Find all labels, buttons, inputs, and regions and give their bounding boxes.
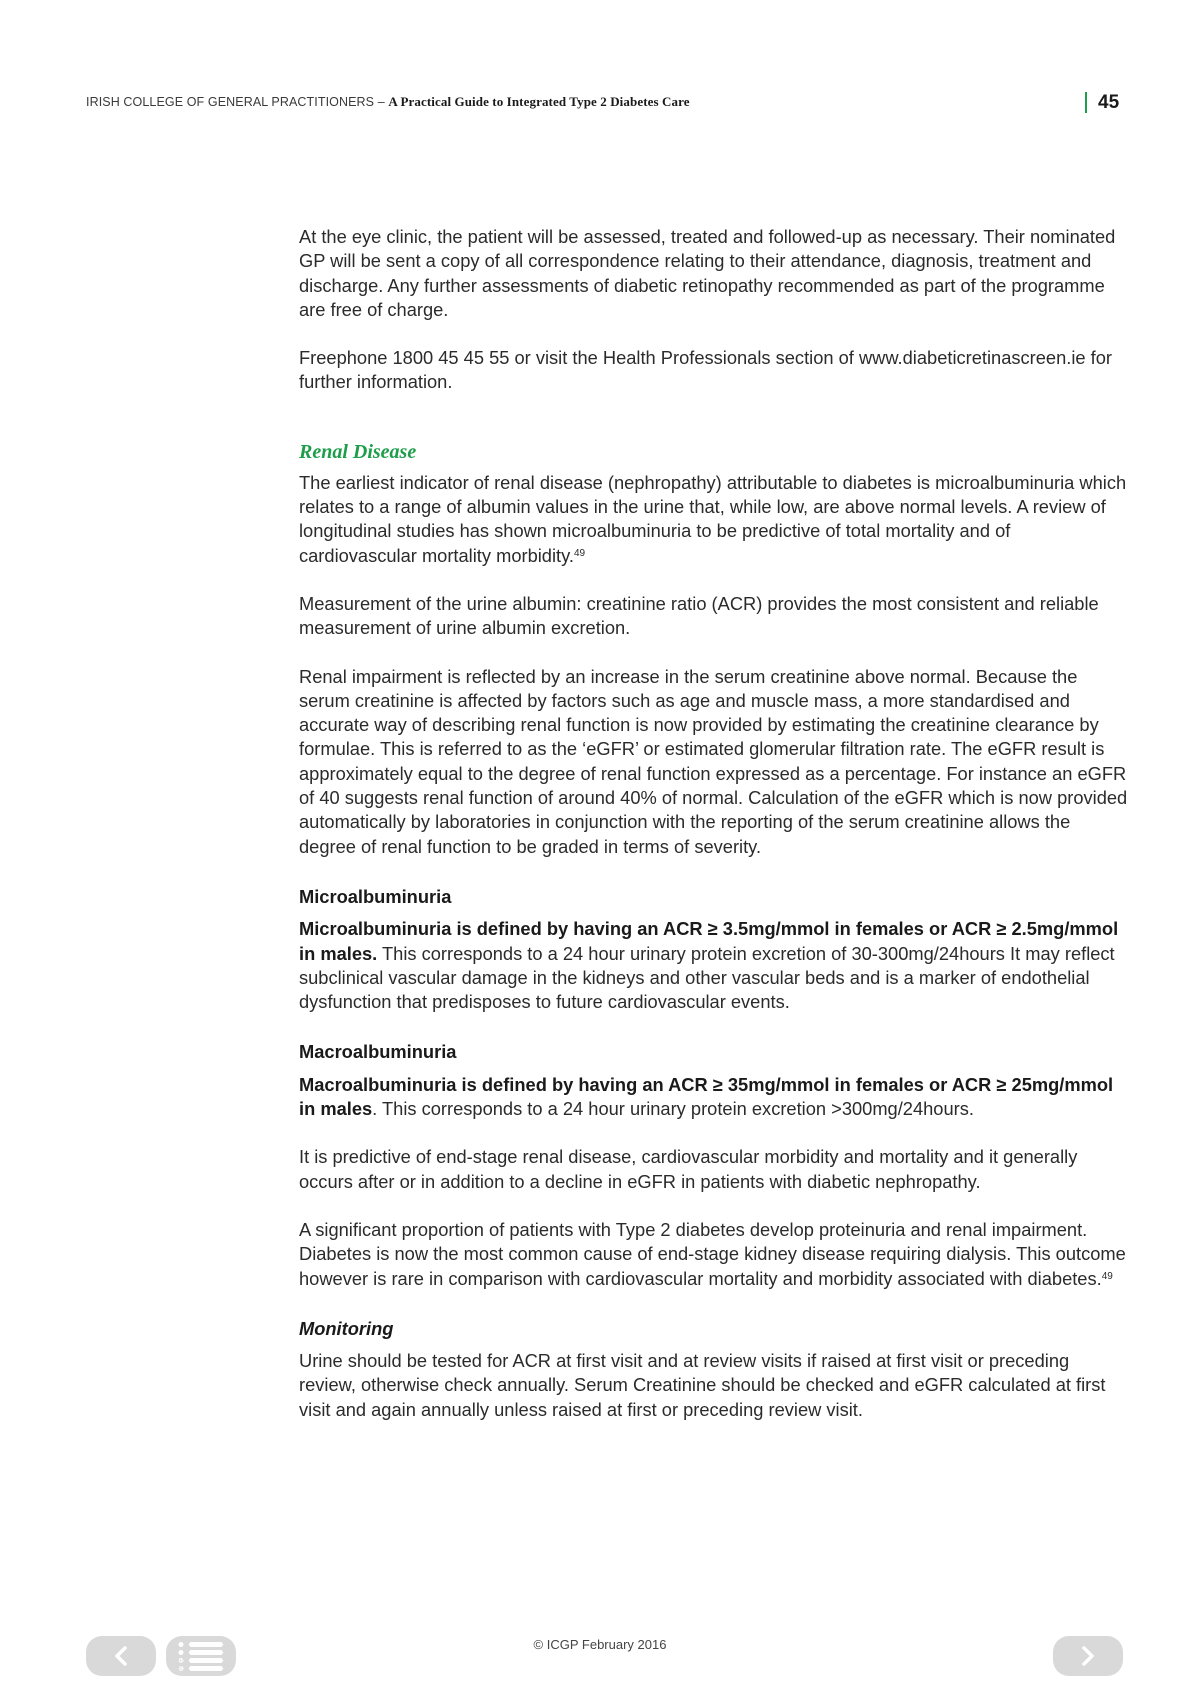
header-separator: – xyxy=(374,95,389,109)
microalbuminuria-definition-rest: This corresponds to a 24 hour urinary protein excretion of 30-300mg/24hours It may reflect subclinical vascular damage in the kidneys and other vascular beds and is a marker of endothelial dysfunction that predisposes to future cardiovascular events. xyxy=(299,942,1115,1013)
next-page-button[interactable] xyxy=(1053,1636,1123,1676)
microalbuminuria-heading: Microalbuminuria xyxy=(299,885,452,907)
header-guide-title: A Practical Guide to Integrated Type 2 Diabetes Care xyxy=(388,94,690,109)
eye-clinic-paragraph: At the eye clinic, the patient will be assessed, treated and followed-up as necessary. Their nominated GP will be sent a copy of all correspondence relating to their attendance, diagnosis, treatment and discharge. Any further assessments of diabetic retinopathy recommended as part of the programme are free of charge. xyxy=(299,226,1116,320)
chevron-right-icon xyxy=(1078,1645,1098,1667)
microalbuminuria-definition xyxy=(299,917,1129,1014)
renal-disease-heading: Renal Disease xyxy=(299,440,417,463)
page-number-divider xyxy=(1085,92,1087,113)
proteinuria-text: A significant proportion of patients with Type 2 diabetes develop proteinuria and renal impairment. Diabetes is now the most common cause of end-stage kidney disease requiring dialysis. This outcome however is rare in comparison with cardiovascular mortality and morbidity associated with diabetes. xyxy=(299,1218,1126,1289)
contents-icon-label: INDEX xyxy=(178,1654,185,1670)
macroalbuminuria-heading: Macroalbuminuria xyxy=(299,1041,457,1063)
macroalbuminuria-definition-rest: . This corresponds to a 24 hour urinary protein excretion >300mg/24hours. xyxy=(372,1098,974,1120)
running-header xyxy=(86,94,690,110)
acr-paragraph: Measurement of the urine albumin: creatinine ratio (ACR) provides the most consistent and reliable measurement of urine albumin excretion. xyxy=(299,592,1099,639)
proteinuria-paragraph xyxy=(299,1218,1129,1291)
end-stage-paragraph: It is predictive of end-stage renal disease, cardiovascular morbidity and mortality and it generally occurs after or in addition to a decline in eGFR in patients with diabetic nephropathy. xyxy=(299,1146,1078,1192)
macroalbuminuria-definition-bold: Macroalbuminuria is defined by having an ACR ≥ 35mg/mmol in females or ACR ≥ 25mg/mmol in males xyxy=(299,1073,1114,1120)
monitoring-heading: Monitoring xyxy=(299,1317,394,1339)
header-org: IRISH COLLEGE OF GENERAL PRACTITIONERS xyxy=(86,95,375,109)
macroalbuminuria-definition xyxy=(299,1073,1129,1122)
page-content xyxy=(299,225,1129,1422)
microalbuminuria-definition-bold: Microalbuminuria is defined by having an ACR ≥ 3.5mg/mmol in females or ACR ≥ 2.5mg/mmol in males. xyxy=(299,918,1119,964)
reference-49: 49 xyxy=(573,547,586,559)
egfr-paragraph: Renal impairment is reflected by an increase in the serum creatinine above normal. Because the serum creatinine is affected by factors such as age and muscle mass, a more standardised and accurate way of describing renal function is now provided by estimating the creatinine clearance by formulae. This is referred to as the ‘eGFR’ or estimated glomerular filtration rate. The eGFR result is approximately equal to the degree of renal function expressed as a percentage. For instance an eGFR of 40 suggests renal function of around 40% of normal. Calculation of the eGFR which is now provided automatically by laboratories in conjunction with the reporting of the serum creatinine allows the degree of renal function to be graded in terms of severity. xyxy=(299,665,1128,857)
freephone-paragraph: Freephone 1800 45 45 55 or visit the Health Professionals section of www.diabeticretinascreen.ie for further information. xyxy=(299,347,1112,393)
footer-copyright: © ICGP February 2016 xyxy=(533,1637,667,1652)
reference-49: 49 xyxy=(1101,1270,1113,1282)
renal-indicator-paragraph xyxy=(299,471,1129,568)
monitoring-paragraph: Urine should be tested for ACR at first visit and at review visits if raised at first visit or preceding review, otherwise check annually. Serum Creatinine should be checked and eGFR calculated at first visit and again annually unless raised at first or preceding review visit. xyxy=(299,1350,1106,1420)
page-number: 45 xyxy=(1098,92,1120,113)
renal-indicator-text: The earliest indicator of renal disease (nephropathy) attributable to diabetes is microalbuminuria which relates to a range of albumin values in the urine that, while low, are above normal levels. A review of longitudinal studies has shown microalbuminuria to be predictive of total mortality and of cardiovascular mortality morbidity. xyxy=(299,471,1127,566)
